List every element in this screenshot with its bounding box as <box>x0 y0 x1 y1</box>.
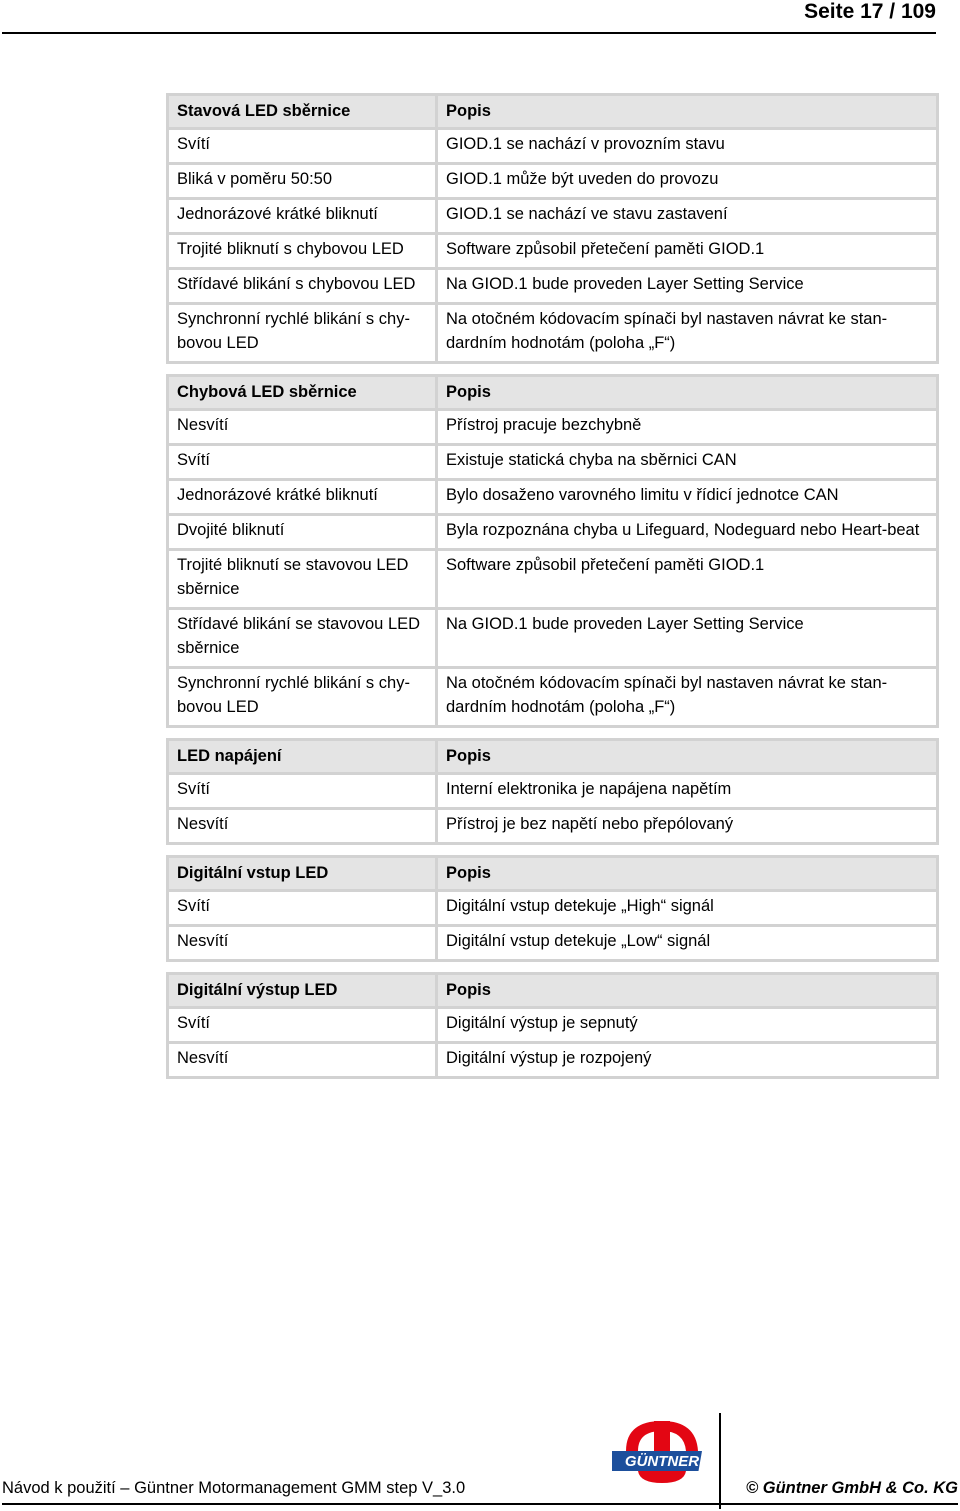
table-row <box>168 480 938 515</box>
led-state-cell: Svítí <box>168 445 437 480</box>
table-row <box>168 1043 938 1078</box>
description-cell: GIOD.1 může být uveden do provozu <box>437 164 938 199</box>
table-error-led <box>166 374 939 728</box>
column-header-description: Popis <box>437 857 938 891</box>
table-header-row <box>168 95 938 129</box>
table-header-row <box>168 857 938 891</box>
table-row <box>168 164 938 199</box>
table-row <box>168 410 938 445</box>
column-header-led-state: Digitální vstup LED <box>168 857 437 891</box>
description-cell: Na otočném kódovacím spínači byl nastaven návrat ke stan-dardním hodnotám (poloha „F“) <box>437 668 938 727</box>
table-power-led <box>166 738 939 845</box>
led-state-cell: Střídavé blikání s chybovou LED <box>168 269 437 304</box>
table-row <box>168 445 938 480</box>
table-row <box>168 515 938 550</box>
column-header-led-state: Digitální výstup LED <box>168 974 437 1008</box>
led-state-cell: Synchronní rychlé blikání s chy-bovou LED <box>168 668 437 727</box>
description-cell: Na GIOD.1 bude proveden Layer Setting Service <box>437 269 938 304</box>
led-state-cell: Nesvítí <box>168 926 437 961</box>
table-row <box>168 129 938 164</box>
column-header-description: Popis <box>437 95 938 129</box>
led-state-cell: Svítí <box>168 891 437 926</box>
table-header-row <box>168 740 938 774</box>
column-header-led-state: Stavová LED sběrnice <box>168 95 437 129</box>
description-cell: Digitální výstup je rozpojený <box>437 1043 938 1078</box>
footer-copyright: © Güntner GmbH & Co. KG <box>746 1479 958 1497</box>
led-state-cell: Trojité bliknutí se stavovou LED sběrnice <box>168 550 437 609</box>
led-state-cell: Bliká v poměru 50:50 <box>168 164 437 199</box>
description-cell: Software způsobil přetečení paměti GIOD.1 <box>437 550 938 609</box>
led-state-cell: Dvojité bliknutí <box>168 515 437 550</box>
table-status-led <box>166 93 939 364</box>
table-row <box>168 668 938 727</box>
table-row <box>168 234 938 269</box>
led-state-cell: Jednorázové krátké bliknutí <box>168 480 437 515</box>
description-cell: Software způsobil přetečení paměti GIOD.1 <box>437 234 938 269</box>
table-row <box>168 269 938 304</box>
table-row <box>168 609 938 668</box>
footer-divider <box>719 1413 721 1509</box>
description-cell: Na GIOD.1 bude proveden Layer Setting Service <box>437 609 938 668</box>
page-footer <box>0 1405 960 1511</box>
description-cell: Přístroj je bez napětí nebo přepólovaný <box>437 809 938 844</box>
led-state-cell: Střídavé blikání se stavovou LED sběrnice <box>168 609 437 668</box>
description-cell: Byla rozpoznána chyba u Lifeguard, Nodeguard nebo Heart-beat <box>437 515 938 550</box>
led-state-cell: Svítí <box>168 1008 437 1043</box>
column-header-description: Popis <box>437 376 938 410</box>
table-digital-output-led <box>166 972 939 1079</box>
description-cell: Digitální vstup detekuje „Low“ signál <box>437 926 938 961</box>
column-header-description: Popis <box>437 740 938 774</box>
led-state-cell: Nesvítí <box>168 1043 437 1078</box>
svg-text:GÜNTNER: GÜNTNER <box>624 1453 700 1470</box>
description-cell: Digitální výstup je sepnutý <box>437 1008 938 1043</box>
tables-container <box>166 93 936 1089</box>
description-cell: Bylo dosaženo varovného limitu v řídicí jednotce CAN <box>437 480 938 515</box>
column-header-description: Popis <box>437 974 938 1008</box>
page-number: Seite 17 / 109 <box>804 0 936 23</box>
table-header-row <box>168 376 938 410</box>
led-state-cell: Jednorázové krátké bliknutí <box>168 199 437 234</box>
footer-document-title: Návod k použití – Güntner Motormanagement GMM step V_3.0 <box>2 1479 466 1497</box>
description-cell: Digitální vstup detekuje „High“ signál <box>437 891 938 926</box>
table-row <box>168 809 938 844</box>
description-cell: GIOD.1 se nachází ve stavu zastavení <box>437 199 938 234</box>
table-row <box>168 1008 938 1043</box>
table-row <box>168 304 938 363</box>
led-state-cell: Svítí <box>168 774 437 809</box>
led-state-cell: Svítí <box>168 129 437 164</box>
table-row <box>168 891 938 926</box>
footer-rule <box>2 1503 958 1505</box>
table-row <box>168 199 938 234</box>
table-row <box>168 550 938 609</box>
table-header-row <box>168 974 938 1008</box>
led-state-cell: Trojité bliknutí s chybovou LED <box>168 234 437 269</box>
description-cell: Na otočném kódovacím spínači byl nastaven návrat ke stan-dardním hodnotám (poloha „F“) <box>437 304 938 363</box>
description-cell: Existuje statická chyba na sběrnici CAN <box>437 445 938 480</box>
led-state-cell: Nesvítí <box>168 410 437 445</box>
column-header-led-state: LED napájení <box>168 740 437 774</box>
table-digital-input-led <box>166 855 939 962</box>
led-state-cell: Synchronní rychlé blikání s chy-bovou LED <box>168 304 437 363</box>
column-header-led-state: Chybová LED sběrnice <box>168 376 437 410</box>
description-cell: Přístroj pracuje bezchybně <box>437 410 938 445</box>
description-cell: Interní elektronika je napájena napětím <box>437 774 938 809</box>
description-cell: GIOD.1 se nachází v provozním stavu <box>437 129 938 164</box>
page-header <box>0 0 960 34</box>
table-row <box>168 774 938 809</box>
table-row <box>168 926 938 961</box>
header-rule <box>2 32 936 34</box>
led-state-cell: Nesvítí <box>168 809 437 844</box>
guntner-logo <box>612 1417 710 1487</box>
